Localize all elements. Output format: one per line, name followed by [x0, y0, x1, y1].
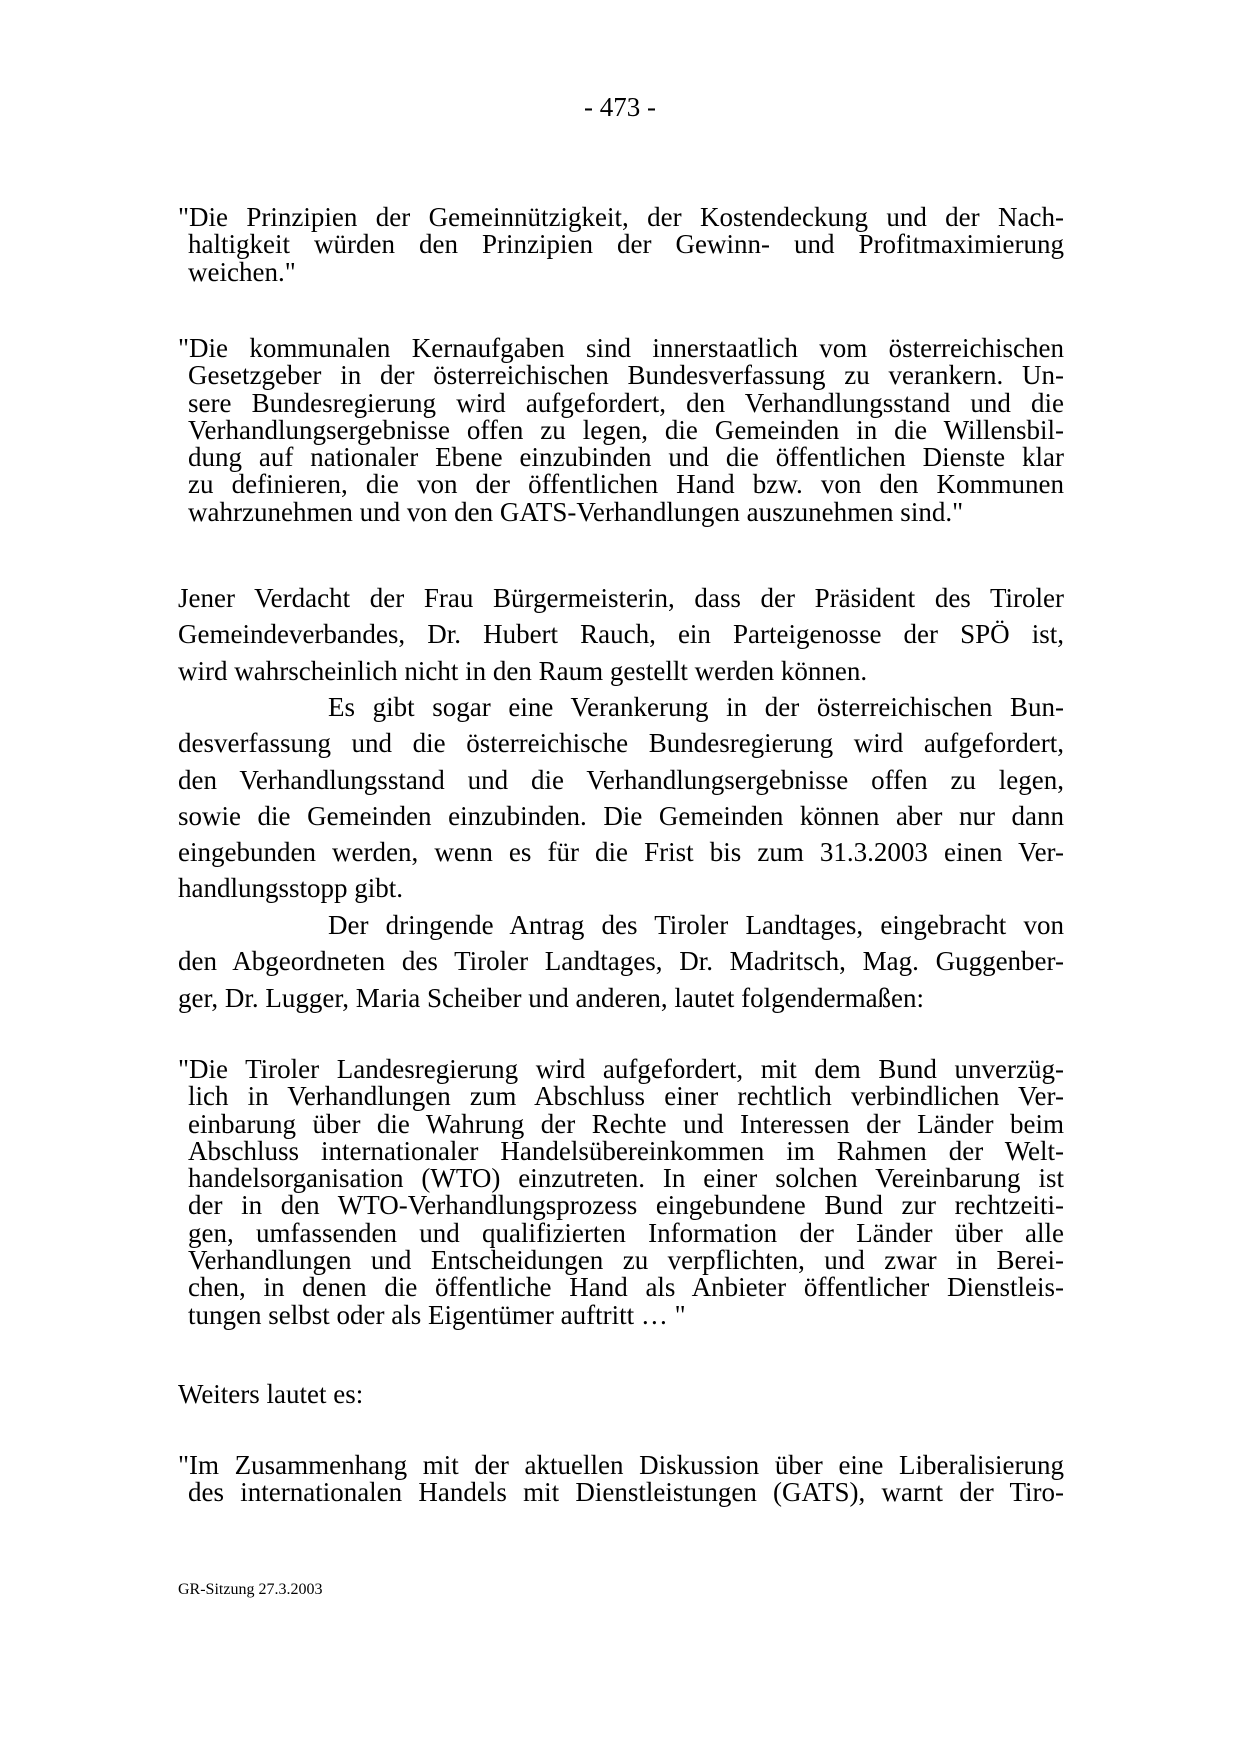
text-line: einbarung über die Wahrung der Rechte und Interessen der Länder beim [188, 1108, 1064, 1139]
text-line: sere Bundesregierung wird aufgefordert, den Verhandlungsstand und die [188, 387, 1064, 418]
text-line: Weiters lautet es: [178, 1379, 364, 1409]
text-line: sowie die Gemeinden einzubinden. Die Gemeinden können aber nur dann [178, 800, 1064, 831]
text-line: den Verhandlungsstand und die Verhandlungsergebnisse offen zu legen, [178, 764, 1064, 795]
text-line: handlungsstopp gibt. [178, 873, 404, 904]
text-line: Der dringende Antrag des Tiroler Landtages, eingebracht von [328, 910, 1064, 940]
page-number: - 473 - [584, 92, 656, 122]
text-line: wahrzunehmen und von den GATS-Verhandlungen auszunehmen sind." [188, 496, 964, 527]
text-line: des internationalen Handels mit Dienstleistungen (GATS), warnt der Tiro- [188, 1477, 1064, 1508]
body-paragraph-3 [178, 907, 1064, 1016]
body-paragraph-1 [178, 580, 1064, 689]
body-paragraph-4 [178, 1376, 1064, 1412]
text-line: dung auf nationaler Ebene einzubinden und die öffentlichen Dienste klar [188, 442, 1064, 473]
body-paragraph-2 [178, 689, 1064, 907]
text-line: desverfassung und die österreichische Bundesregierung wird aufgefordert, [178, 728, 1064, 759]
text-line: ger, Dr. Lugger, Maria Scheiber und anderen, lautet folgendermaßen: [178, 982, 925, 1013]
text-line: tungen selbst oder als Eigentümer auftritt … " [188, 1299, 686, 1330]
text-line: lich in Verhandlungen zum Abschluss einer rechtlich verbindlichen Ver- [188, 1081, 1064, 1112]
text-line: gen, umfassenden und qualifizierten Information der Länder über alle [188, 1217, 1064, 1248]
quote-paragraph-3 [178, 1056, 1064, 1329]
text-line: Verhandlungen und Entscheidungen zu verpflichten, und zwar in Berei- [188, 1245, 1064, 1276]
text-line: Verhandlungsergebnisse offen zu legen, die Gemeinden in die Willensbil- [188, 414, 1064, 445]
quote-paragraph-1 [178, 204, 1064, 286]
text-line: haltigkeit würden den Prinzipien der Gewinn- und Profitmaximierung [188, 229, 1064, 260]
quote-paragraph-2 [178, 335, 1064, 526]
text-line: den Abgeordneten des Tiroler Landtages, Dr. Madritsch, Mag. Guggenber- [178, 946, 1064, 977]
page-footer: GR-Sitzung 27.3.2003 [178, 1581, 323, 1598]
text-line: chen, in denen die öffentliche Hand als Anbieter öffentlicher Dienstleis- [188, 1272, 1064, 1303]
text-line: "Die Tiroler Landesregierung wird aufgefordert, mit dem Bund unverzüg- [178, 1054, 1064, 1084]
text-line: der in den WTO-Verhandlungsprozess eingebundene Bund zur rechtzeiti- [188, 1190, 1064, 1221]
text-line: Gesetzgeber in der österreichischen Bundesverfassung zu verankern. Un- [188, 360, 1064, 391]
text-line: zu definieren, die von der öffentlichen Hand bzw. von den Kommunen [188, 469, 1064, 500]
text-line: Abschluss internationaler Handelsübereinkommen im Rahmen der Welt- [188, 1135, 1064, 1166]
text-line: handelsorganisation (WTO) einzutreten. In einer solchen Vereinbarung ist [188, 1163, 1064, 1194]
text-line: "Die Prinzipien der Gemeinnützigkeit, der Kostendeckung und der Nach- [178, 202, 1064, 232]
text-line: weichen." [188, 256, 296, 287]
text-line: Jener Verdacht der Frau Bürgermeisterin, dass der Präsident des Tiroler [178, 583, 1064, 613]
quote-paragraph-4 [178, 1452, 1064, 1507]
text-line: Es gibt sogar eine Verankerung in der österreichischen Bun- [328, 692, 1064, 722]
text-line: "Im Zusammenhang mit der aktuellen Diskussion über eine Liberalisierung [178, 1450, 1064, 1480]
text-line: eingebunden werden, wenn es für die Frist bis zum 31.3.2003 einen Ver- [178, 837, 1064, 868]
text-line: wird wahrscheinlich nicht in den Raum gestellt werden können. [178, 655, 868, 686]
text-line: Gemeindeverbandes, Dr. Hubert Rauch, ein Parteigenosse der SPÖ ist, [178, 619, 1064, 650]
text-line: "Die kommunalen Kernaufgaben sind innerstaatlich vom österreichischen [178, 333, 1064, 363]
